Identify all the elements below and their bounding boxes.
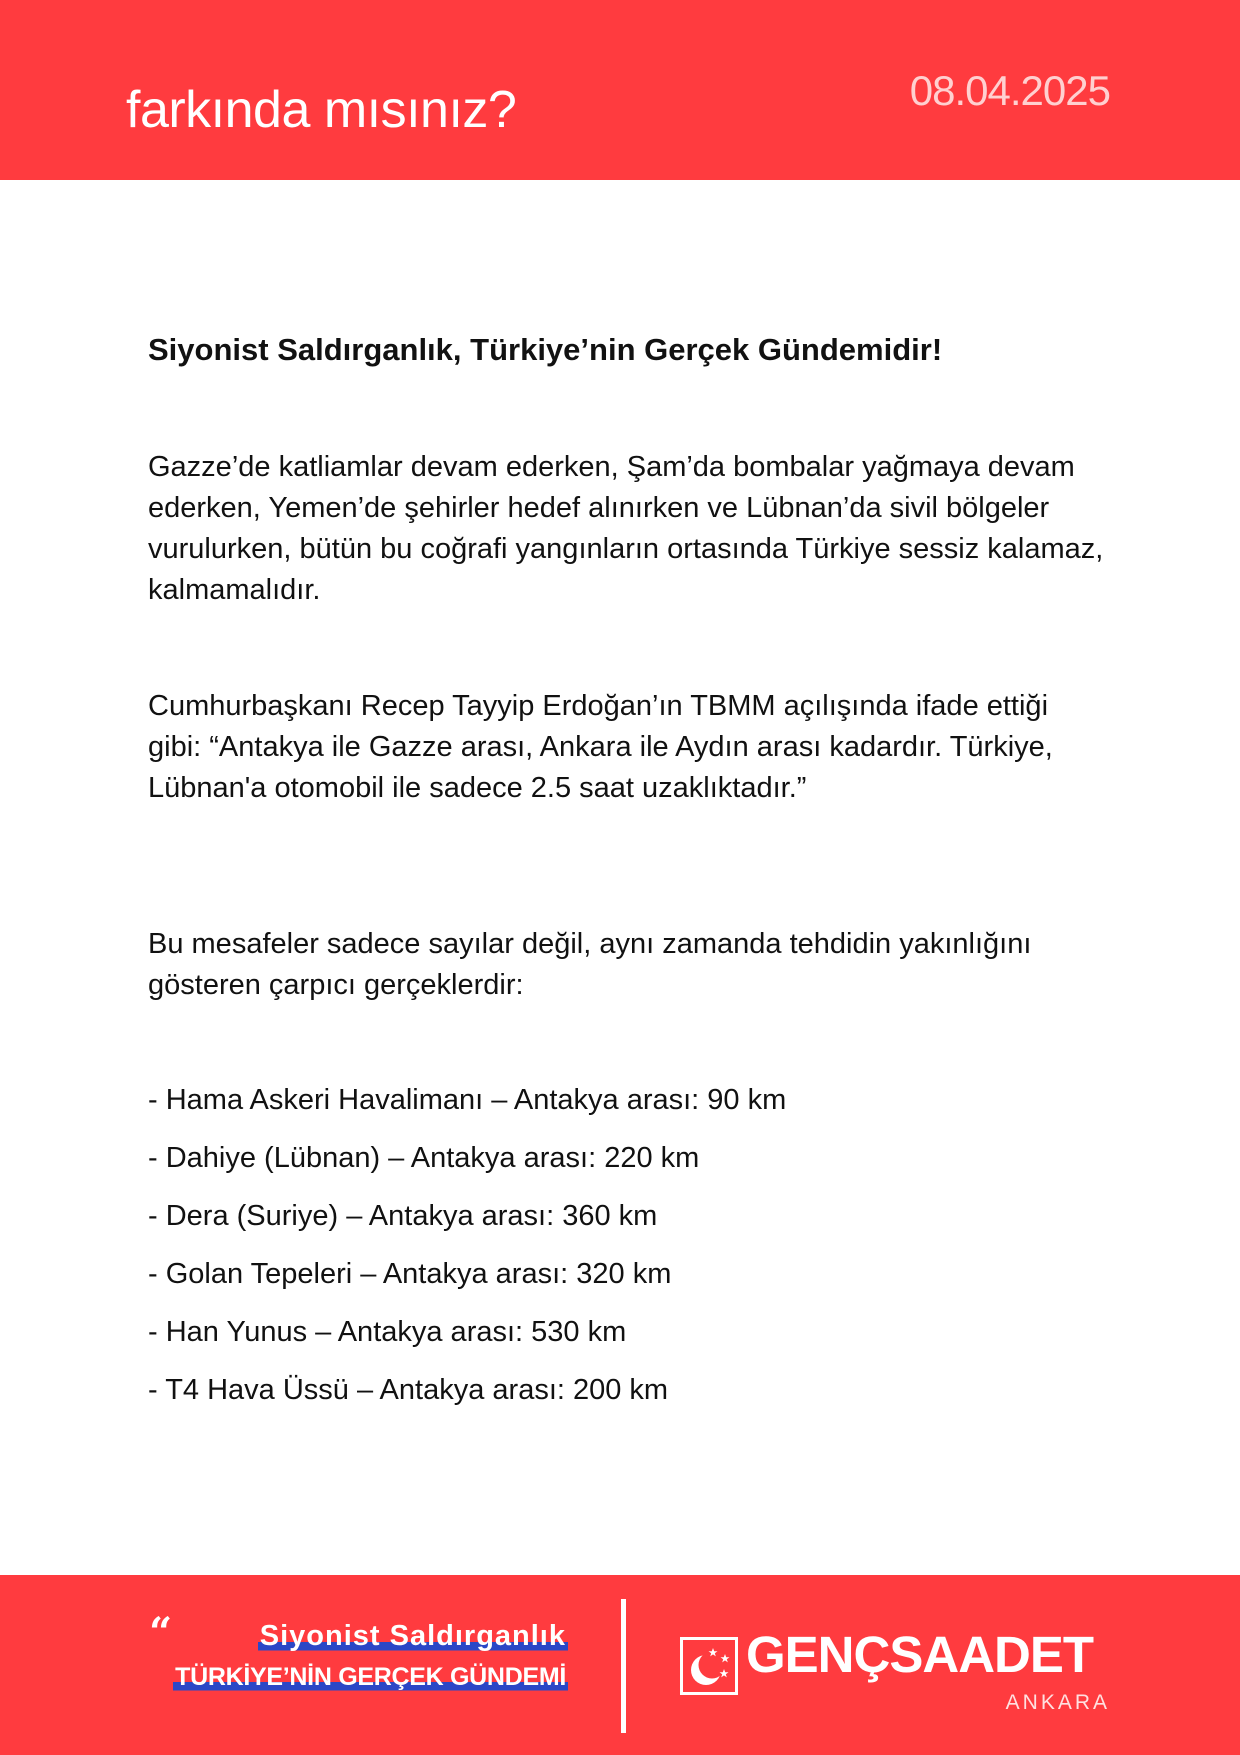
distance-item: - Dera (Suriye) – Antakya arası: 360 km [148,1200,658,1232]
paragraph-3: Bu mesafeler sadece sayılar değil, aynı zamanda tehdidin yakınlığını gösteren çarpıcı gerçeklerdir: [148,928,1032,1001]
distance-item: - Golan Tepeleri – Antakya arası: 320 km [148,1258,672,1290]
paragraph-1: Gazze’de katliamlar devam ederken, Şam’da bombalar yağmaya devam ederken, Yemen’de şehirler hedef alınırken ve Lübnan’da sivil bölgeler vurulurken, bütün bu coğrafi yangınların ortasında Türkiye sessiz kalamaz, kalmamalıdır. [148,451,1104,606]
footer-divider [621,1599,626,1733]
distance-item: - Hama Askeri Havalimanı – Antakya arası: 90 km [148,1084,787,1116]
brand-city: ANKARA [1005,1691,1110,1714]
distance-list [148,1080,1108,1428]
footer-bar [0,1575,1240,1755]
quote-mark: “ [149,1609,173,1656]
header-date: 08.04.2025 [909,67,1110,114]
distance-item: - T4 Hava Üssü – Antakya arası: 200 km [148,1374,669,1406]
slogan-line-1: Siyonist Saldırganlık [259,1620,566,1652]
crescent-stars-icon [680,1637,738,1695]
footer-slogan [149,1609,568,1693]
distance-item: - Han Yunus – Antakya arası: 530 km [148,1316,627,1348]
header-title: farkında mısınız? [126,81,517,139]
distance-item: - Dahiye (Lübnan) – Antakya arası: 220 km [148,1142,700,1174]
article-headline: Siyonist Saldırganlık, Türkiye’nin Gerçek Gündemidir! [148,332,943,367]
header-bar [0,0,1240,180]
brand-name: GENÇSAADET [746,1626,1094,1683]
paragraph-2: Cumhurbaşkanı Recep Tayyip Erdoğan’ın TBMM açılışında ifade ettiği gibi: “Antakya ile Gazze arası, Ankara ile Aydın arası kadardır. Türkiye, Lübnan'a otomobil ile sadece 2.5 saat uzaklıktadır.” [148,690,1053,804]
slogan-line-2: TÜRKİYE’NİN GERÇEK GÜNDEMİ [175,1663,566,1691]
